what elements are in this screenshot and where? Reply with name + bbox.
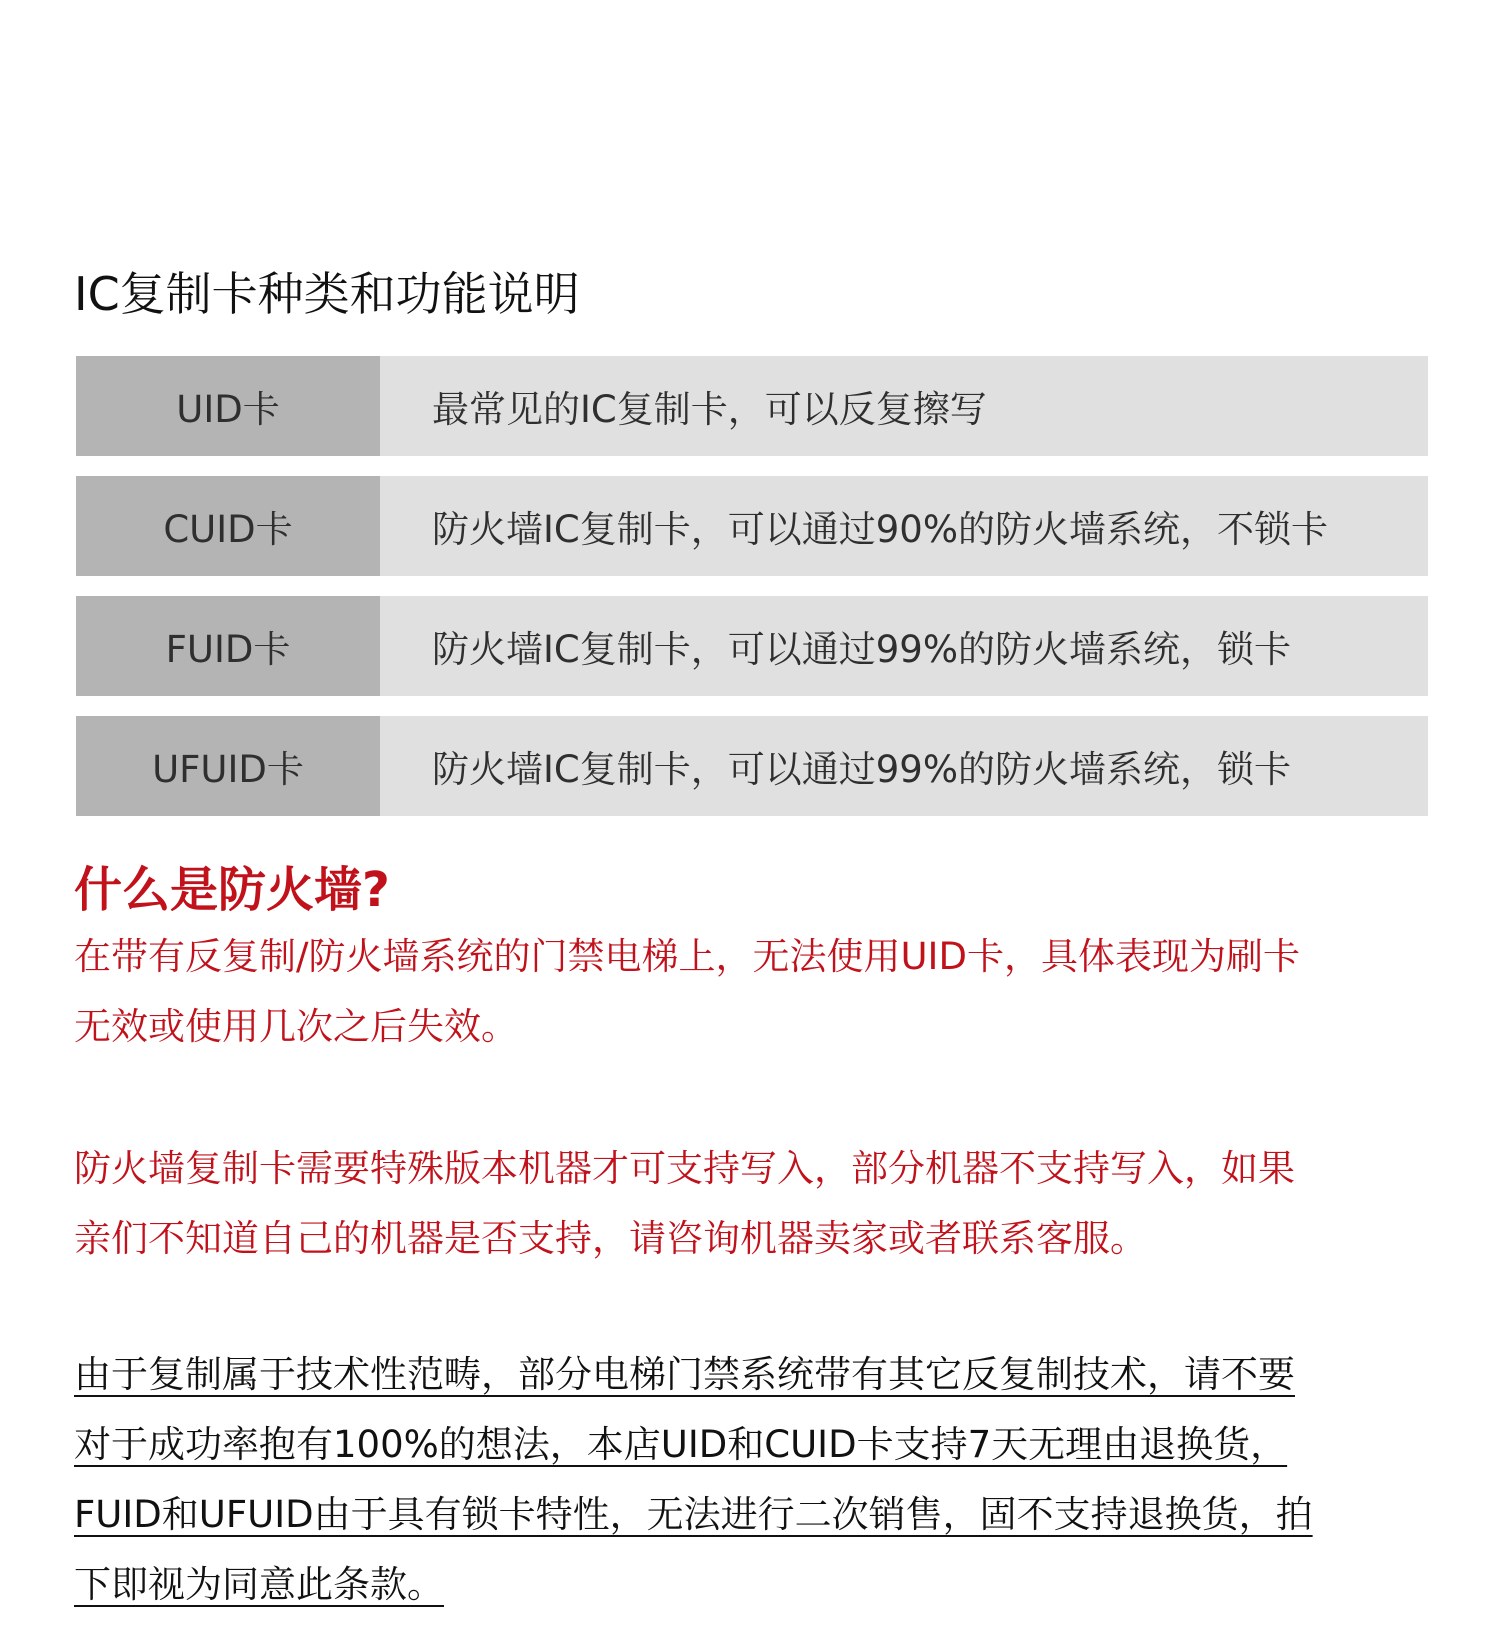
card-type-description: 最常见的IC复制卡，可以反复擦写: [380, 356, 1428, 456]
firewall-heading: 什么是防火墙?: [74, 862, 390, 918]
table-row: [76, 476, 1428, 576]
notice-text: 对于成功率抱有100%的想法，本店UID和CUID卡支持7天无理由退换货，: [74, 1423, 1288, 1466]
notice-line: [74, 1410, 1454, 1480]
card-type-table: [76, 356, 1428, 836]
paragraph-line: 在带有反复制/防火墙系统的门禁电梯上，无法使用UID卡，具体表现为刷卡: [74, 935, 1300, 978]
card-type-description: 防火墙IC复制卡，可以通过99%的防火墙系统，锁卡: [380, 716, 1428, 816]
card-type-description: 防火墙IC复制卡，可以通过99%的防火墙系统，锁卡: [380, 596, 1428, 696]
card-type-name: CUID卡: [76, 476, 380, 576]
table-row: [76, 356, 1428, 456]
paragraph-line: 防火墙复制卡需要特殊版本机器才可支持写入，部分机器不支持写入，如果: [74, 1147, 1295, 1190]
table-row: [76, 596, 1428, 696]
table-row: [76, 716, 1428, 816]
notice-line: [74, 1480, 1454, 1550]
card-type-name: UID卡: [76, 356, 380, 456]
notice-line: [74, 1340, 1454, 1410]
card-type-description: 防火墙IC复制卡，可以通过90%的防火墙系统，不锁卡: [380, 476, 1428, 576]
page-title: IC复制卡种类和功能说明: [74, 267, 580, 321]
paragraph-line: 亲们不知道自己的机器是否支持，请咨询机器卖家或者联系客服。: [74, 1217, 1147, 1260]
paragraph-line: 无效或使用几次之后失效。: [74, 1005, 518, 1048]
notice-text: 由于复制属于技术性范畴，部分电梯门禁系统带有其它反复制技术，请不要: [74, 1353, 1295, 1396]
notice-text: FUID和UFUID由于具有锁卡特性，无法进行二次销售，固不支持退换货，拍: [74, 1493, 1313, 1536]
card-type-name: FUID卡: [76, 596, 380, 696]
firewall-explanation: [74, 922, 1444, 1062]
notice-line: [74, 1550, 1454, 1620]
notice-text: 下即视为同意此条款。: [74, 1563, 444, 1606]
return-policy-notice: [74, 1340, 1454, 1620]
card-type-name: UFUID卡: [76, 716, 380, 816]
writer-support-note: [74, 1134, 1444, 1274]
